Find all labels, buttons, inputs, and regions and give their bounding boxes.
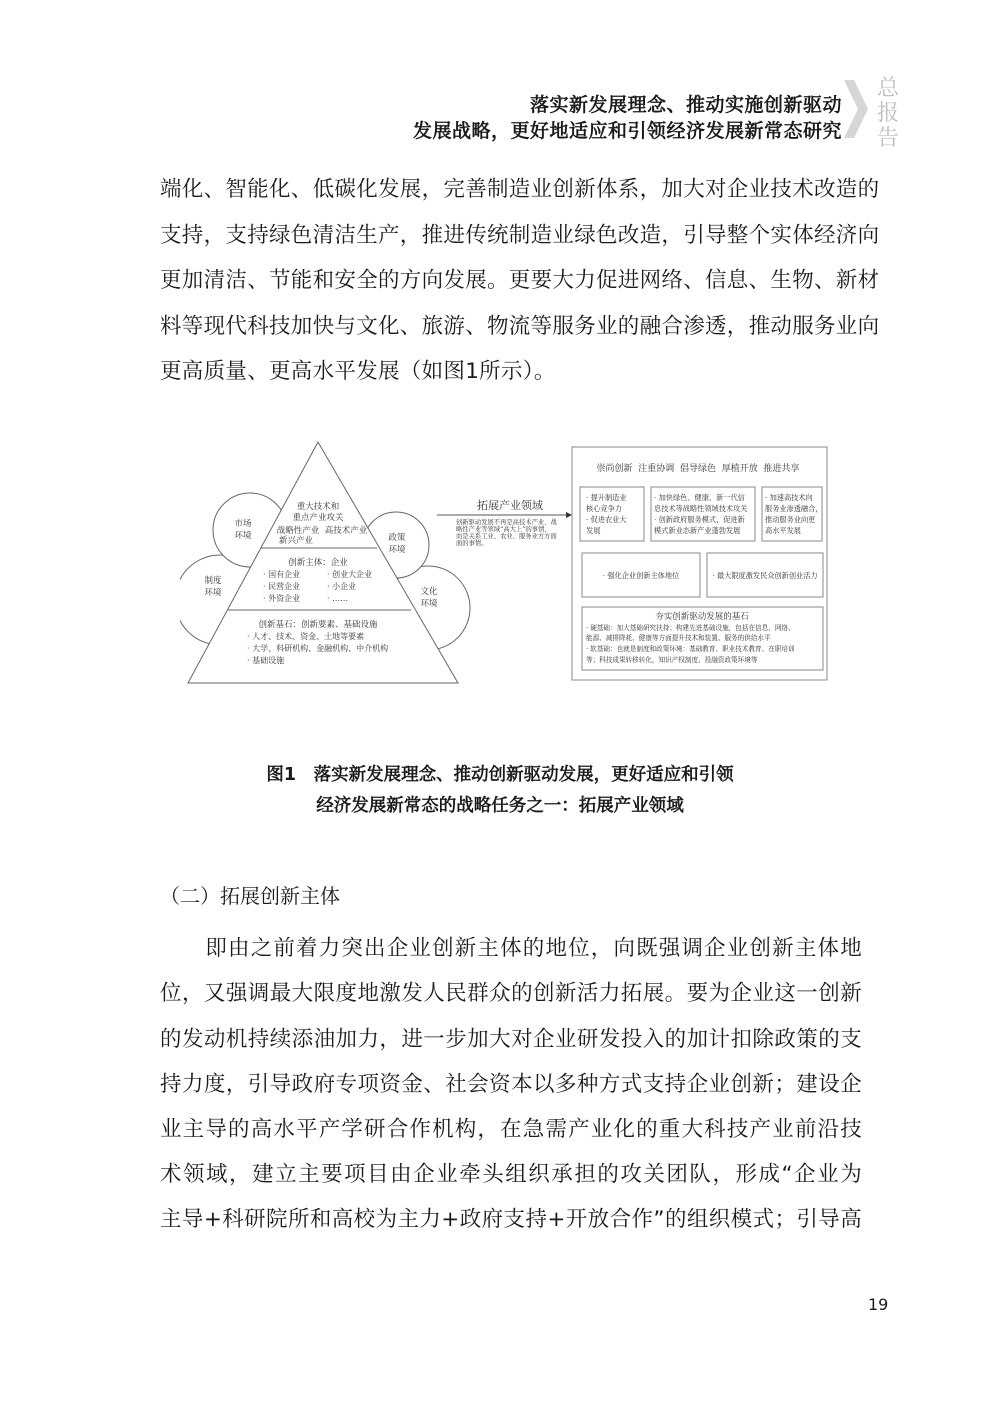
body-line: 业主导的高水平产学研合作机构，在急需产业化的重大科技产业前沿技 — [160, 1117, 862, 1142]
env-label: 环境 — [204, 588, 222, 598]
pyramid-middle-title: 创新主体：企业 — [288, 558, 348, 568]
box-text: · 最大限度激发民众创新创业活力 — [712, 571, 818, 580]
env-label: 环境 — [234, 531, 252, 541]
body-line: 主导+科研院所和高校为主力+政府支持+开放合作”的组织模式；引导高 — [160, 1207, 862, 1232]
box-text: 服务业渗透融合， — [765, 504, 823, 513]
box-text: 模式新业态新产业蓬勃发展 — [654, 526, 741, 535]
arrow-label: 拓展产业领域 — [477, 499, 543, 512]
arrow-note: 创新驱动发展不再是高技术产业、战 — [456, 519, 557, 526]
page-number: 19 — [868, 1295, 889, 1314]
box-text: 等；科技成果转移转化，知识产权制度、投融资政策环境等 — [586, 656, 758, 664]
env-label: 环境 — [388, 545, 406, 555]
arrow-note: 而是关系工业、农业、服务业方方面 — [456, 533, 557, 540]
box-text: · 加速高技术向 — [765, 493, 813, 502]
arrow-head-icon — [566, 512, 572, 518]
pyramid-item: · 民营企业 — [263, 582, 301, 591]
box-text: · 强化企业创新主体地位 — [602, 571, 680, 580]
pyramid-top-text: 新兴产业 — [278, 536, 314, 546]
body-line: 持力度，引导政府专项资金、社会资本以多种方式支持企业创新；建设企 — [160, 1072, 862, 1097]
tab-char: 报 — [876, 101, 899, 126]
pyramid-top-text: 重点产业攻关 — [292, 513, 344, 523]
pyramid-item: · 人才、技术、资金、土地等要素 — [247, 632, 365, 641]
env-label: 环境 — [420, 599, 438, 609]
env-label: 市场 — [234, 519, 252, 529]
pyramid-item: · 外资企业 — [263, 594, 301, 603]
box-text: 能源、减排降耗、健康等方面提升技术和装置、服务的供给水平 — [586, 634, 771, 642]
pyramid-bottom-title: 创新基石：创新要素、基础设施 — [258, 620, 378, 630]
env-label: 制度 — [204, 576, 222, 586]
box-text: 核心竞争力 — [586, 504, 622, 513]
box-text: · 软基础：也就是制度和政策环境：基础教育、职业技术教育、在职培训 — [586, 645, 795, 653]
section-tab — [876, 76, 900, 151]
box-text: 高水平发展 — [765, 526, 801, 535]
strategy-title: 崇尚创新 注重协调 倡导绿色 厚植开放 推进共享 — [596, 464, 800, 474]
running-header-line1: 落实新发展理念、推动实施创新驱动 — [529, 94, 842, 116]
chevron-right-icon — [842, 78, 870, 140]
env-label: 政策 — [388, 533, 406, 543]
section-heading: （二）拓展创新主体 — [160, 884, 340, 908]
body-line: 位，又强调最大限度地激发人民群众的创新活力拓展。要为企业这一创新 — [160, 981, 862, 1006]
body-line: 端化、智能化、低碳化发展，完善制造业创新体系，加大对企业技术改造的 — [160, 177, 880, 202]
pyramid-top-text: 重大技术和 — [296, 502, 340, 512]
box-text: · 创新政府服务模式，促进新 — [654, 515, 745, 524]
body-line: 术领域，建立主要项目由企业牵头组织承担的攻关团队，形成“企业为 — [160, 1162, 862, 1187]
pyramid-item: · 创业大企业 — [327, 570, 373, 579]
body-line: 的发动机持续添油加力，进一步加大对企业研发投入的加计扣除政策的支 — [160, 1027, 862, 1052]
box-text: 息技术等战略性领域技术攻关 — [654, 504, 748, 513]
body-line: 料等现代科技加快与文化、旅游、物流等服务业的融合渗透，推动服务业向 — [160, 314, 880, 339]
body-line: 即由之前着力突出企业创新主体的地位，向既强调企业创新主体地 — [160, 936, 862, 961]
running-header-line2: 发展战略，更好地适应和引领经济发展新常态研究 — [412, 120, 842, 142]
pyramid-item: · 小企业 — [327, 582, 357, 591]
arrow-note: 略性产业等领域“高大上”的事情， — [456, 526, 551, 533]
box-text: · 加快绿色、健康、新一代信 — [654, 493, 745, 502]
figure-caption-line2: 经济发展新常态的战略任务之一：拓展产业领域 — [316, 796, 684, 816]
pyramid-top-text: 战略性产业 高技术产业 — [276, 526, 368, 536]
tab-char: 总 — [876, 76, 899, 101]
pyramid-item: · 国有企业 — [263, 570, 301, 579]
figure-1-diagram — [180, 430, 840, 692]
figure-caption-line1: 图1 落实新发展理念、推动创新驱动发展，更好适应和引领 — [266, 765, 734, 785]
env-label: 文化 — [420, 587, 438, 597]
box-text: · 硬基础：加大基础研究扶持；构建先进基础设施，包括在信息、网络、 — [586, 624, 795, 632]
pyramid-item: · 基础设施 — [247, 656, 285, 665]
body-line: 更高质量、更高水平发展（如图1所示）。 — [160, 359, 556, 384]
box-text: · 促进农业大 — [586, 515, 627, 524]
body-line: 支持，支持绿色清洁生产，推进传统制造业绿色改造，引导整个实体经济向 — [160, 223, 880, 248]
tab-char: 告 — [876, 126, 899, 151]
box-text: 发展 — [586, 526, 601, 535]
pyramid-item: · …… — [327, 594, 349, 603]
pyramid-item: · 大学、科研机构、金融机构、中介机构 — [247, 644, 389, 653]
arrow-note: 面的事情。 — [456, 540, 488, 547]
foundation-title: 夯实创新驱动发展的基石 — [655, 612, 749, 622]
box-text: · 提升制造业 — [586, 493, 627, 502]
body-line: 更加清洁、节能和安全的方向发展。更要大力促进网络、信息、生物、新材 — [160, 268, 880, 293]
box-text: 推动服务业向更 — [765, 515, 816, 524]
